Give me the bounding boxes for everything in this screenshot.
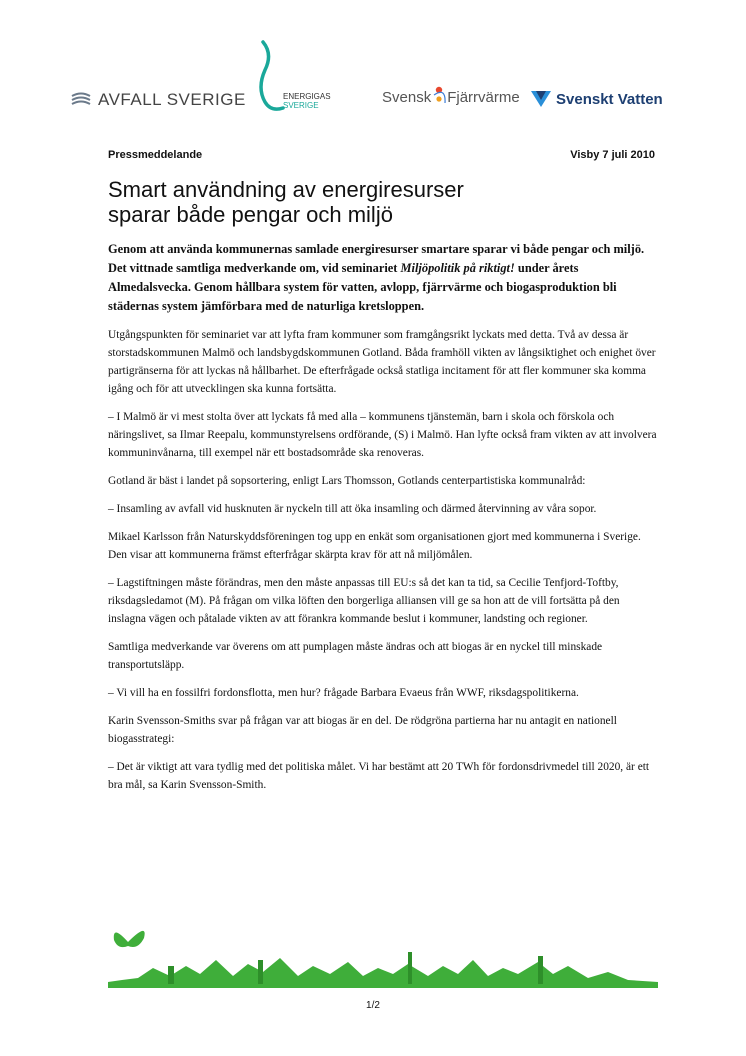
paragraph: Utgångspunkten för seminariet var att lyfta fram kommuner som framgångsrikt lyckats med detta. Två av dessa är storstadskommunen Malmö och landsbygdskommunen Gotland. Båda framhöll vikten av långsiktighet och enighet över partigränserna för att lyckas nå hållbarhet. De efterfrågade också statliga incitament för att fler kommuner ska komma igång och för att utvecklingen ska kunna fortsätta. — [108, 329, 656, 395]
lead-text-1: Genom att använda kommunernas samlade energiresurser smartare sparar vi både pengar och miljö. Det vittnade samtliga medverkande om, vid seminariet — [108, 242, 645, 275]
energigas-text-2: SVERIGE — [283, 101, 319, 110]
energigas-logo — [255, 40, 350, 115]
paragraph: Samtliga medverkande var överens om att pumplagen måste ändras och att biogas är en nyckel till minskade transportutsläpp. — [108, 641, 603, 671]
article-body — [108, 240, 658, 804]
avfall-swirl-icon — [70, 92, 92, 108]
lead-text-2: under årets Almedalsvecka. Genom hållbara system för vatten, avlopp, fjärrvärme och biogasproduktion bli städernas system jämförbara med de naturliga kretsloppen. — [108, 261, 617, 313]
seminar-name: Miljöpolitik på riktigt! — [400, 261, 515, 275]
paragraph: – Vi vill ha en fossilfri fordonsflotta, men hur? frågade Barbara Evaeus från WWF, riksdagspolitikerna. — [108, 687, 579, 699]
city-skyline-illustration — [108, 922, 658, 992]
fjv-dots-icon — [432, 85, 446, 109]
title-line-2: sparar både pengar och miljö — [108, 202, 393, 227]
svenskt-vatten-icon — [530, 90, 552, 108]
butterfly-icon — [114, 931, 145, 947]
paragraph: – Insamling av avfall vid husknuten är nyckeln till att öka insamling och därmed återvinning av våra sopor. — [108, 503, 597, 515]
partner-logos — [70, 40, 670, 115]
avfall-logo-text: AVFALL SVERIGE — [98, 90, 246, 109]
paragraph: Mikael Karlsson från Naturskyddsföreningen tog upp en enkät som organisationen gjort med kommunerna i Sverige. Den visar att kommunerna främst efterfrågar skärpta krav för att nå miljömålen. — [108, 531, 641, 561]
paragraph: Gotland är bäst i landet på sopsortering, enligt Lars Thomsson, Gotlands centerpartistiska kommunalråd: — [108, 475, 586, 487]
paragraph: Karin Svensson-Smiths svar på frågan var att biogas är en del. De rödgröna partierna har nu antagit en nationell biogasstrategi: — [108, 715, 617, 745]
document-type-label: Pressmeddelande — [108, 149, 203, 161]
energigas-text-1: ENERGIGAS — [283, 92, 331, 101]
paragraph: – Det är viktigt att vara tydlig med det politiska målet. Vi har bestämt att 20 TWh för fordonsdrivmedel till 2020, är ett bra mål, sa Karin Svensson-Smith. — [108, 761, 650, 791]
svensk-fjarrvarme-logo — [382, 85, 520, 109]
avfall-sverige-logo — [70, 90, 246, 110]
lead-paragraph — [108, 240, 658, 316]
energigas-flame-icon — [255, 40, 285, 112]
svenskt-vatten-text: Svenskt Vatten — [556, 90, 663, 108]
fjv-text-2: Fjärrvärme — [447, 88, 520, 106]
press-release-title — [108, 177, 628, 227]
svenskt-vatten-logo — [530, 90, 663, 108]
paragraph: – I Malmö är vi mest stolta över att lyckats få med alla – kommunens tjänstemän, barn i skola och förskola och näringslivet, sa Ilmar Reepalu, kommunstyrelsens ordförande, (S) i Malmö. Han lyfte också fram vikten av att involvera kommuninvånarna, till exempel när ett bostadsområde ska renoveras. — [108, 411, 657, 459]
title-line-1: Smart användning av energiresurser — [108, 177, 464, 202]
page-number: 1/2 — [366, 1000, 380, 1011]
fjv-text-1: Svensk — [382, 88, 432, 106]
paragraph: – Lagstiftningen måste förändras, men den måste anpassas till EU:s så det kan ta tid, sa Cecilie Tenfjord-Toftby, riksdagsledamot (M). På frågan om vilka löften den borgerliga alliansen vill ge sa hon att de vill fortsätta på den inslagna vägen och påtalade vikten av att förankra kommande beslut i kommuner, landsting och regioner. — [108, 577, 620, 625]
place-date: Visby 7 juli 2010 — [570, 149, 655, 161]
